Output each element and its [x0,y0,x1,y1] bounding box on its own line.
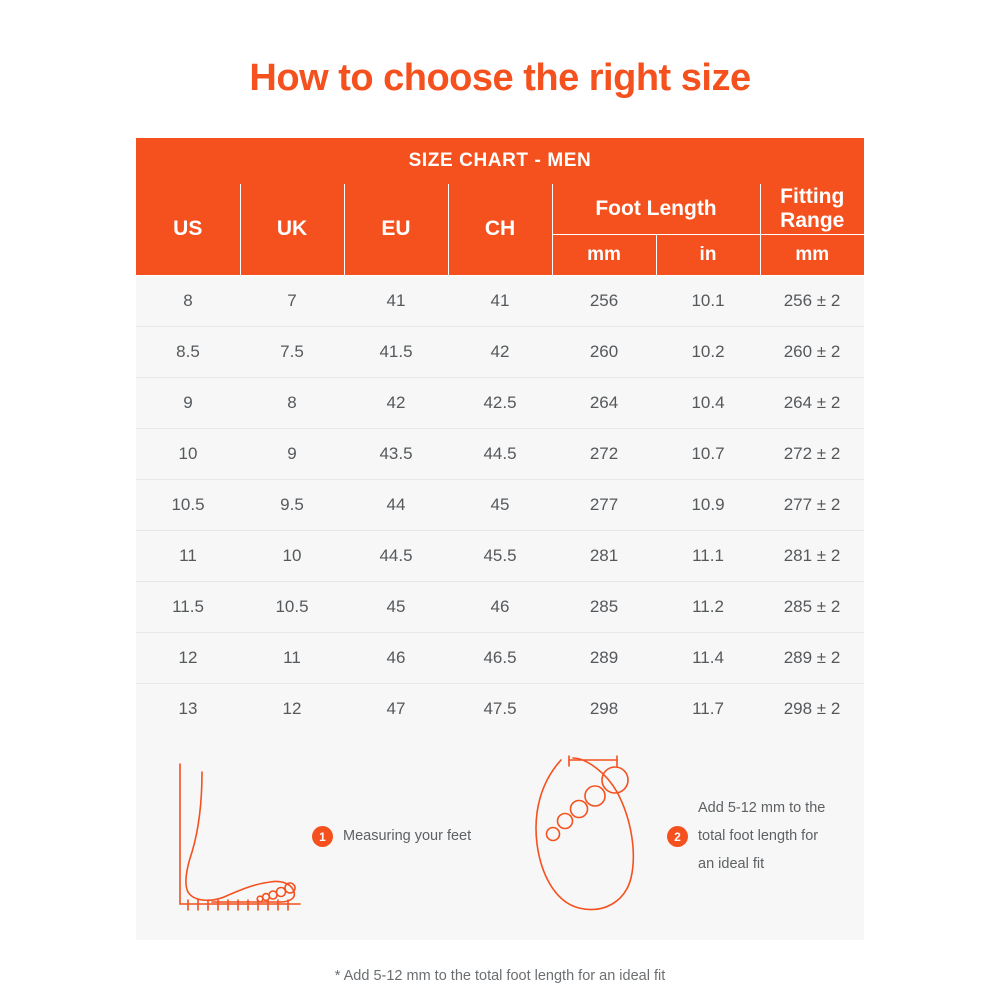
cell-eu: 43.5 [344,428,448,479]
step-2-badge: 2 [667,826,688,847]
instructions-band [136,734,864,940]
cell-foot-length-mm: 298 [552,683,656,734]
page-title: How to choose the right size [249,57,751,99]
cell-us: 10 [136,428,240,479]
column-header-ch: CH [448,184,552,276]
cell-eu: 45 [344,581,448,632]
table-row [136,326,864,377]
table-title: SIZE CHART - MEN [136,138,864,184]
cell-eu: 46 [344,632,448,683]
cell-uk: 10.5 [240,581,344,632]
instructions-row [136,734,864,940]
cell-foot-length-mm: 289 [552,632,656,683]
table-row [136,683,864,734]
cell-foot-length-mm: 277 [552,479,656,530]
cell-foot-length-in: 10.4 [656,377,760,428]
cell-uk: 10 [240,530,344,581]
cell-fitting-range: 281 ± 2 [760,530,864,581]
table-row [136,530,864,581]
cell-foot-length-in: 10.2 [656,326,760,377]
cell-us: 11 [136,530,240,581]
cell-ch: 45.5 [448,530,552,581]
cell-eu: 41 [344,275,448,326]
cell-eu: 41.5 [344,326,448,377]
cell-us: 13 [136,683,240,734]
cell-fitting-range: 289 ± 2 [760,632,864,683]
cell-us: 8 [136,275,240,326]
column-header-uk: UK [240,184,344,276]
column-group-fitting-range: Fitting Range [760,184,864,235]
table-row [136,581,864,632]
cell-eu: 44.5 [344,530,448,581]
foot-side-profile-icon [162,752,312,922]
column-header-us: US [136,184,240,276]
cell-ch: 42 [448,326,552,377]
cell-us: 12 [136,632,240,683]
table-body [136,275,864,734]
cell-ch: 42.5 [448,377,552,428]
cell-uk: 9.5 [240,479,344,530]
cell-uk: 8 [240,377,344,428]
cell-fitting-range: 256 ± 2 [760,275,864,326]
table-header-row-1 [136,184,864,235]
cell-foot-length-mm: 260 [552,326,656,377]
cell-fitting-range: 264 ± 2 [760,377,864,428]
footnote: * Add 5-12 mm to the total foot length for an ideal fit [334,967,666,984]
cell-foot-length-in: 10.1 [656,275,760,326]
table-row [136,377,864,428]
cell-fitting-range: 298 ± 2 [760,683,864,734]
cell-us: 8.5 [136,326,240,377]
column-header-eu: EU [344,184,448,276]
foot-top-outline-icon [517,752,667,922]
cell-uk: 7 [240,275,344,326]
cell-foot-length-mm: 281 [552,530,656,581]
step-1-group [162,752,471,922]
cell-foot-length-in: 10.7 [656,428,760,479]
cell-uk: 11 [240,632,344,683]
cell-uk: 7.5 [240,326,344,377]
column-header-foot-length-in: in [656,234,760,275]
column-group-foot-length: Foot Length [552,184,760,235]
cell-us: 11.5 [136,581,240,632]
column-header-foot-length-mm: mm [552,234,656,275]
cell-foot-length-in: 11.1 [656,530,760,581]
column-header-fitting-range-mm: mm [760,234,864,275]
cell-foot-length-in: 11.2 [656,581,760,632]
cell-foot-length-mm: 264 [552,377,656,428]
cell-ch: 47.5 [448,683,552,734]
step-2-text: Add 5-12 mm to the total foot length for an ideal fit [698,800,826,872]
cell-eu: 42 [344,377,448,428]
table-title-row [136,138,864,184]
cell-us: 9 [136,377,240,428]
table-row [136,275,864,326]
cell-ch: 45 [448,479,552,530]
size-chart-table [136,138,864,734]
cell-ch: 44.5 [448,428,552,479]
table-row [136,428,864,479]
cell-foot-length-in: 11.7 [656,683,760,734]
cell-eu: 44 [344,479,448,530]
cell-uk: 9 [240,428,344,479]
step-1-text: Measuring your feet [343,828,472,845]
table-row [136,479,864,530]
cell-foot-length-in: 11.4 [656,632,760,683]
table-row [136,632,864,683]
cell-fitting-range: 277 ± 2 [760,479,864,530]
cell-foot-length-mm: 256 [552,275,656,326]
cell-ch: 46.5 [448,632,552,683]
step-1-badge: 1 [312,826,333,847]
cell-uk: 12 [240,683,344,734]
cell-fitting-range: 260 ± 2 [760,326,864,377]
cell-foot-length-in: 10.9 [656,479,760,530]
cell-fitting-range: 272 ± 2 [760,428,864,479]
cell-ch: 41 [448,275,552,326]
cell-us: 10.5 [136,479,240,530]
cell-foot-length-mm: 285 [552,581,656,632]
cell-eu: 47 [344,683,448,734]
step-2-group [517,752,838,922]
cell-fitting-range: 285 ± 2 [760,581,864,632]
size-chart-container [136,138,864,984]
table-header [136,138,864,276]
cell-ch: 46 [448,581,552,632]
cell-foot-length-mm: 272 [552,428,656,479]
